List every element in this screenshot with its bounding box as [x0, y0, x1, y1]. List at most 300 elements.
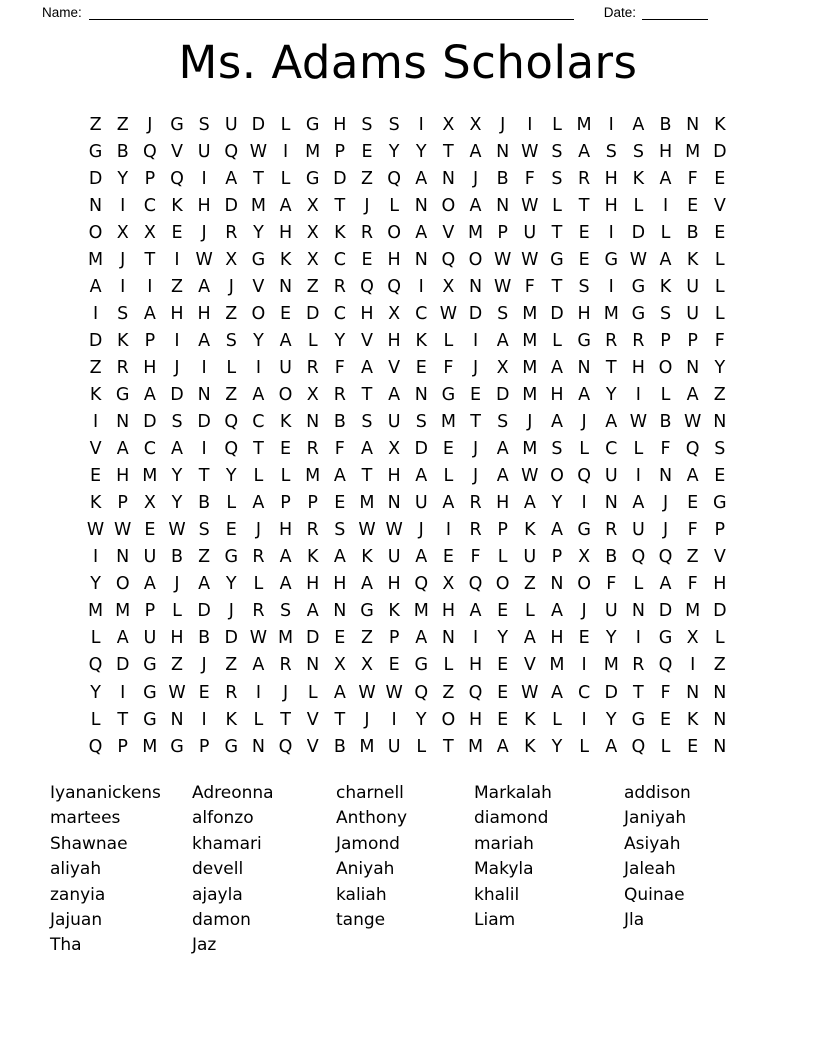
grid-letter: A: [578, 384, 591, 405]
word-list-item: Asiyah: [624, 833, 681, 854]
grid-letter: S: [551, 168, 563, 189]
word-list-item: diamond: [474, 808, 549, 829]
grid-letter: T: [253, 168, 264, 189]
grid-letter: Z: [225, 384, 238, 405]
grid-letter: I: [581, 709, 587, 730]
grid-letter: E: [497, 682, 509, 703]
grid-letter: L: [416, 736, 427, 757]
grid-letter: E: [714, 168, 726, 189]
grid-letter: E: [659, 709, 672, 730]
grid-letter: I: [608, 222, 614, 243]
grid-letter: P: [198, 736, 210, 757]
grid-letter: I: [92, 303, 99, 324]
grid-letter: W: [629, 412, 648, 433]
grid-letter: K: [388, 601, 400, 622]
grid-letter: M: [278, 628, 294, 649]
grid-letter: Q: [360, 276, 374, 297]
grid-letter: T: [144, 249, 156, 270]
grid-letter: C: [252, 412, 265, 433]
grid-letter: E: [334, 493, 346, 514]
grid-letter: W: [358, 520, 376, 541]
grid-letter: L: [633, 439, 644, 460]
grid-letter: W: [249, 628, 268, 649]
grid-letter: A: [496, 466, 509, 487]
grid-letter: Q: [278, 736, 293, 757]
grid-letter: T: [334, 709, 346, 730]
grid-letter: M: [115, 601, 131, 622]
grid-letter: A: [415, 466, 428, 487]
grid-letter: S: [605, 141, 617, 162]
grid-letter: T: [470, 412, 481, 433]
name-blank-line: [89, 5, 574, 20]
grid-letter: X: [496, 357, 509, 378]
grid-letter: S: [551, 141, 563, 162]
grid-letter: P: [551, 547, 563, 568]
grid-letter: L: [633, 195, 644, 216]
grid-letter: E: [578, 222, 590, 243]
word-list: [0, 781, 816, 971]
grid-letter: M: [467, 736, 484, 757]
grid-letter: M: [413, 601, 429, 622]
grid-letter: U: [414, 493, 428, 514]
grid-letter: Q: [631, 547, 646, 568]
grid-letter: A: [605, 736, 618, 757]
grid-letter: Q: [88, 655, 103, 676]
grid-letter: H: [278, 520, 293, 541]
grid-letter: J: [174, 574, 180, 595]
grid-letter: P: [117, 736, 128, 757]
grid-letter: M: [142, 736, 158, 757]
grid-letter: N: [89, 195, 103, 216]
word-list-item: Shawnae: [50, 833, 128, 854]
grid-letter: S: [659, 303, 672, 324]
grid-letter: H: [658, 141, 673, 162]
grid-letter: K: [89, 493, 102, 514]
grid-letter: E: [497, 709, 509, 730]
grid-letter: N: [496, 195, 510, 216]
word-list-item: Jamond: [336, 833, 400, 854]
grid-letter: V: [713, 547, 726, 568]
grid-letter: R: [469, 520, 482, 541]
grid-letter: Z: [306, 276, 319, 297]
grid-letter: Z: [89, 114, 102, 135]
grid-letter: A: [360, 357, 373, 378]
grid-letter: W: [249, 141, 268, 162]
grid-letter: H: [387, 574, 401, 595]
grid-letter: K: [524, 709, 536, 730]
grid-letter: A: [469, 195, 482, 216]
grid-letter: Q: [658, 655, 673, 676]
grid-letter: X: [360, 655, 373, 676]
grid-letter: C: [143, 195, 156, 216]
grid-letter: L: [253, 709, 264, 730]
grid-letter: Z: [116, 114, 129, 135]
grid-letter: A: [686, 384, 699, 405]
grid-letter: N: [604, 493, 618, 514]
grid-letter: S: [280, 601, 292, 622]
grid-letter: A: [143, 574, 156, 595]
grid-letter: M: [549, 655, 565, 676]
grid-letter: A: [632, 493, 645, 514]
grid-letter: N: [414, 195, 428, 216]
grid-letter: Z: [225, 303, 238, 324]
grid-letter: L: [389, 195, 399, 216]
grid-letter: L: [280, 466, 291, 487]
grid-letter: P: [388, 628, 400, 649]
grid-letter: A: [523, 628, 536, 649]
grid-letter: P: [280, 493, 291, 514]
grid-letter: U: [686, 303, 700, 324]
grid-letter: U: [523, 547, 537, 568]
grid-letter: U: [631, 520, 645, 541]
grid-letter: L: [226, 493, 237, 514]
grid-letter: L: [443, 466, 454, 487]
grid-letter: A: [333, 466, 346, 487]
grid-letter: D: [468, 303, 483, 324]
grid-letter: M: [576, 114, 592, 135]
grid-letter: I: [174, 249, 180, 270]
grid-letter: I: [120, 276, 126, 297]
grid-letter: T: [198, 466, 210, 487]
grid-letter: E: [714, 222, 726, 243]
grid-letter: A: [225, 168, 238, 189]
grid-letter: W: [684, 412, 702, 433]
grid-letter: G: [604, 249, 619, 270]
grid-letter: H: [550, 628, 564, 649]
grid-letter: A: [279, 330, 292, 351]
grid-letter: M: [359, 493, 375, 514]
grid-letter: K: [415, 330, 427, 351]
grid-letter: P: [144, 601, 156, 622]
grid-letter: E: [334, 628, 346, 649]
grid-letter: E: [470, 384, 482, 405]
word-list-item: alfonzo: [192, 808, 254, 829]
grid-letter: P: [497, 520, 508, 541]
grid-letter: R: [632, 330, 645, 351]
grid-letter: V: [442, 222, 455, 243]
grid-letter: L: [714, 628, 725, 649]
grid-letter: L: [714, 249, 725, 270]
grid-letter: J: [120, 249, 126, 270]
grid-letter: O: [658, 357, 673, 378]
grid-letter: D: [251, 114, 266, 135]
grid-letter: W: [86, 520, 105, 541]
grid-letter: G: [305, 168, 320, 189]
grid-letter: U: [686, 276, 700, 297]
grid-letter: L: [172, 601, 182, 622]
grid-letter: A: [198, 574, 211, 595]
grid-letter: A: [550, 357, 563, 378]
grid-letter: V: [713, 195, 726, 216]
grid-letter: D: [305, 303, 320, 324]
grid-letter: D: [604, 682, 618, 703]
grid-letter: S: [388, 114, 400, 135]
grid-letter: B: [496, 168, 509, 189]
grid-letter: N: [468, 276, 483, 297]
grid-letter: A: [116, 439, 129, 460]
word-list-item: Anthony: [336, 808, 408, 829]
grid-letter: I: [662, 195, 669, 216]
grid-letter: I: [120, 195, 126, 216]
grid-letter: Y: [605, 384, 617, 405]
grid-letter: M: [88, 601, 104, 622]
grid-letter: G: [143, 655, 157, 676]
grid-letter: A: [360, 574, 373, 595]
grid-letter: B: [116, 141, 129, 162]
grid-letter: M: [603, 303, 619, 324]
word-list-item: khalil: [474, 884, 520, 905]
grid-letter: R: [306, 357, 319, 378]
grid-letter: M: [522, 357, 538, 378]
grid-letter: J: [418, 520, 424, 541]
grid-letter: E: [442, 547, 454, 568]
grid-letter: Y: [171, 493, 183, 514]
grid-letter: U: [143, 628, 157, 649]
grid-letter: Y: [225, 466, 237, 487]
grid-letter: H: [387, 249, 401, 270]
grid-letter: W: [439, 303, 458, 324]
grid-letter: G: [170, 736, 184, 757]
grid-letter: O: [550, 466, 564, 487]
grid-letter: W: [521, 141, 539, 162]
grid-letter: J: [201, 655, 207, 676]
grid-letter: T: [334, 195, 346, 216]
grid-letter: V: [360, 330, 373, 351]
grid-letter: N: [306, 655, 320, 676]
grid-letter: O: [577, 574, 591, 595]
grid-letter: A: [496, 439, 509, 460]
grid-letter: Y: [605, 628, 617, 649]
grid-letter: A: [171, 439, 183, 460]
grid-letter: X: [578, 547, 591, 568]
grid-letter: X: [333, 655, 346, 676]
grid-letter: X: [225, 249, 238, 270]
grid-letter: S: [551, 439, 563, 460]
grid-letter: D: [88, 168, 103, 189]
word-list-item: Makyla: [474, 859, 534, 880]
grid-letter: T: [253, 439, 264, 460]
grid-letter: Q: [468, 574, 483, 595]
grid-letter: S: [714, 439, 726, 460]
name-label: Name:: [42, 4, 82, 20]
grid-letter: L: [524, 601, 535, 622]
grid-letter: J: [581, 412, 587, 433]
grid-letter: N: [713, 709, 727, 730]
header-row: [42, 2, 737, 20]
grid-letter: F: [524, 168, 535, 189]
grid-letter: X: [469, 114, 482, 135]
grid-letter: Z: [442, 682, 455, 703]
grid-letter: E: [144, 520, 156, 541]
grid-letter: H: [713, 574, 727, 595]
grid-letter: O: [278, 384, 293, 405]
grid-letter: B: [686, 222, 699, 243]
grid-letter: C: [333, 249, 346, 270]
grid-letter: N: [197, 384, 211, 405]
grid-letter: L: [90, 709, 101, 730]
grid-letter: L: [552, 114, 562, 135]
word-list-item: damon: [192, 910, 251, 931]
grid-letter: H: [550, 384, 564, 405]
grid-letter: K: [171, 195, 183, 216]
grid-letter: A: [550, 412, 563, 433]
grid-letter: I: [445, 520, 451, 541]
grid-letter: A: [523, 493, 536, 514]
grid-letter: E: [497, 655, 509, 676]
grid-letter: R: [252, 547, 265, 568]
grid-letter: U: [279, 357, 292, 378]
grid-letter: Q: [387, 168, 401, 189]
grid-letter: S: [361, 412, 373, 433]
grid-letter: A: [632, 114, 645, 135]
grid-letter: A: [333, 547, 346, 568]
word-list-item: Adreonna: [192, 783, 274, 803]
grid-letter: X: [388, 439, 401, 460]
grid-letter: J: [282, 682, 289, 703]
grid-letter: G: [170, 114, 184, 135]
grid-letter: I: [201, 709, 207, 730]
grid-letter: N: [251, 736, 265, 757]
grid-letter: Z: [225, 655, 238, 676]
grid-letter: N: [496, 141, 510, 162]
grid-letter: L: [443, 655, 454, 676]
grid-letter: A: [306, 601, 319, 622]
grid-letter: N: [279, 276, 293, 297]
grid-letter: Y: [497, 628, 509, 649]
grid-letter: Z: [198, 547, 211, 568]
grid-letter: L: [660, 384, 671, 405]
grid-letter: G: [305, 114, 320, 135]
grid-letter: X: [442, 574, 455, 595]
grid-letter: N: [116, 412, 130, 433]
grid-letter: X: [388, 303, 401, 324]
grid-letter: Y: [388, 141, 400, 162]
grid-letter: H: [387, 466, 401, 487]
grid-letter: D: [333, 168, 347, 189]
grid-letter: N: [414, 249, 428, 270]
grid-letter: R: [469, 493, 482, 514]
grid-letter: A: [143, 303, 156, 324]
grid-letter: U: [387, 547, 401, 568]
grid-letter: B: [333, 412, 346, 433]
grid-letter: V: [252, 276, 265, 297]
grid-letter: R: [306, 439, 319, 460]
grid-letter: Q: [170, 168, 184, 189]
grid-letter: V: [306, 736, 319, 757]
grid-letter: R: [333, 276, 346, 297]
word-list-item: Jaleah: [624, 859, 676, 880]
grid-letter: A: [659, 249, 672, 270]
grid-letter: K: [686, 249, 699, 270]
grid-letter: Q: [387, 276, 401, 297]
grid-letter: X: [442, 114, 455, 135]
grid-letter: R: [252, 601, 265, 622]
grid-letter: C: [415, 303, 428, 324]
grid-letter: P: [497, 222, 508, 243]
grid-letter: Z: [360, 168, 373, 189]
grid-letter: N: [441, 628, 455, 649]
grid-letter: R: [360, 222, 374, 243]
grid-letter: A: [469, 141, 482, 162]
word-list-item: ajayla: [192, 884, 243, 905]
grid-letter: M: [522, 384, 538, 405]
grid-letter: P: [307, 493, 318, 514]
grid-letter: I: [255, 682, 261, 703]
grid-letter: F: [714, 330, 725, 351]
grid-letter: A: [605, 412, 618, 433]
grid-letter: I: [608, 276, 614, 297]
grid-letter: U: [224, 114, 238, 135]
grid-letter: F: [606, 574, 617, 595]
grid-letter: X: [442, 276, 455, 297]
grid-letter: G: [713, 493, 727, 514]
grid-letter: M: [685, 601, 701, 622]
grid-letter: D: [713, 141, 727, 162]
grid-letter: U: [523, 222, 537, 243]
grid-letter: N: [713, 412, 727, 433]
grid-letter: H: [577, 303, 591, 324]
grid-letter: E: [442, 439, 454, 460]
grid-letter: Y: [90, 682, 101, 703]
grid-letter: J: [174, 357, 180, 378]
grid-letter: U: [143, 547, 157, 568]
grid-letter: E: [361, 141, 373, 162]
grid-letter: D: [170, 384, 184, 405]
grid-letter: M: [522, 439, 538, 460]
grid-letter: Y: [415, 141, 427, 162]
word-list-item: Jajuan: [50, 910, 103, 931]
grid-letter: D: [197, 412, 211, 433]
grid-letter: G: [577, 520, 591, 541]
grid-letter: N: [686, 357, 700, 378]
grid-letter: A: [198, 330, 211, 351]
grid-letter: Z: [170, 276, 183, 297]
grid-letter: T: [633, 682, 644, 703]
grid-letter: A: [415, 168, 428, 189]
grid-letter: H: [278, 222, 293, 243]
grid-letter: A: [686, 466, 699, 487]
word-list-item: mariah: [474, 833, 534, 854]
grid-letter: J: [662, 493, 669, 514]
grid-letter: W: [385, 682, 403, 703]
grid-letter: M: [305, 466, 321, 487]
grid-letter: O: [88, 222, 103, 243]
grid-letter: I: [201, 439, 207, 460]
grid-letter: J: [201, 222, 207, 243]
grid-letter: D: [631, 222, 646, 243]
grid-letter: Z: [686, 547, 699, 568]
grid-letter: L: [660, 736, 671, 757]
grid-letter: K: [524, 736, 536, 757]
grid-letter: E: [280, 439, 292, 460]
grid-letter: A: [659, 168, 672, 189]
grid-letter: S: [225, 330, 237, 351]
word-list-item: Iyananickens: [50, 783, 161, 803]
grid-letter: A: [252, 655, 265, 676]
grid-letter: R: [578, 168, 591, 189]
grid-letter: W: [521, 195, 539, 216]
word-list-item: Quinae: [624, 884, 685, 905]
grid-letter: X: [686, 628, 699, 649]
grid-letter: K: [334, 222, 346, 243]
grid-letter: I: [92, 412, 99, 433]
grid-letter: I: [581, 493, 587, 514]
grid-letter: A: [415, 628, 428, 649]
grid-letter: Y: [605, 709, 617, 730]
grid-letter: N: [116, 547, 130, 568]
grid-letter: N: [170, 709, 184, 730]
grid-letter: O: [387, 222, 401, 243]
